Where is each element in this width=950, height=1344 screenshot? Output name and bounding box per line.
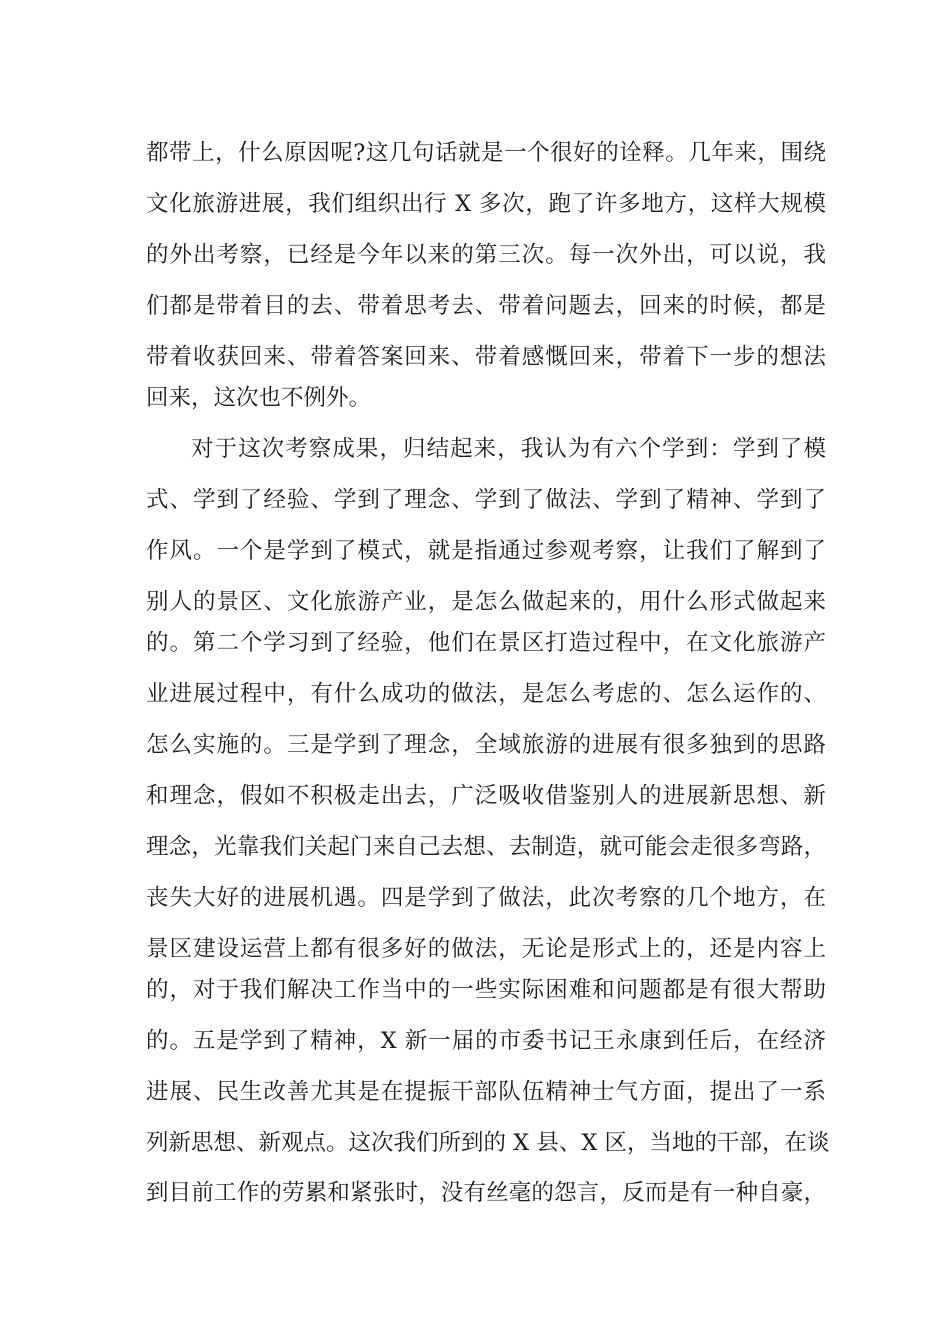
text-line: 理念，光靠我们关起门来自己去想、去制造，就可能会走很多弯路， xyxy=(146,834,826,860)
text-line: 的。五是学到了精神，X 新一届的市委书记王永康到任后，在经济 xyxy=(146,1028,826,1054)
text-line: 怎么实施的。三是学到了理念，全域旅游的进展有很多独到的思路 xyxy=(146,732,826,758)
text-line: 们都是带着目的去、带着思考去、带着问题去，回来的时候，都是 xyxy=(146,293,826,319)
text-line: 到目前工作的劳累和紧张时，没有丝毫的怨言，反而是有一种自豪， xyxy=(146,1180,826,1206)
text-line: 的，对于我们解决工作当中的一些实际困难和问题都是有很大帮助 xyxy=(146,977,826,1003)
text-line: 和理念，假如不积极走出去，广泛吸收借鉴别人的进展新思想、新 xyxy=(146,783,826,809)
text-line: 业进展过程中，有什么成功的做法，是怎么考虑的、怎么运作的、 xyxy=(146,681,826,707)
text-line: 景区建设运营上都有很多好的做法，无论是形式上的，还是内容上 xyxy=(146,936,826,962)
text-line: 文化旅游进展，我们组织出行 X 多次，跑了许多地方，这样大规模 xyxy=(146,191,826,217)
text-line: 丧失大好的进展机遇。四是学到了做法，此次考察的几个地方，在 xyxy=(146,885,826,911)
text-line: 别人的景区、文化旅游产业，是怎么做起来的，用什么形式做起来 xyxy=(146,589,826,615)
text-line: 的外出考察，已经是今年以来的第三次。每一次外出，可以说，我 xyxy=(146,242,826,268)
text-line: 式、学到了经验、学到了理念、学到了做法、学到了精神、学到了 xyxy=(146,487,826,513)
text-line: 列新思想、新观点。这次我们所到的 X 县、X 区，当地的干部，在谈 xyxy=(146,1130,830,1156)
text-line: 作风。一个是学到了模式，就是指通过参观考察，让我们了解到了 xyxy=(146,538,826,564)
text-line: 都带上，什么原因呢?这几句话就是一个很好的诠释。几年来，围绕 xyxy=(146,140,826,166)
text-line: 带着收获回来、带着答案回来、带着感慨回来，带着下一步的想法 xyxy=(146,344,826,370)
text-line: 的。第二个学习到了经验，他们在景区打造过程中，在文化旅游产 xyxy=(146,630,826,656)
text-line: 对于这次考察成果，归结起来，我认为有六个学到：学到了模 xyxy=(191,436,826,462)
text-line: 进展、民生改善尤其是在提振干部队伍精神士气方面，提出了一系 xyxy=(146,1079,826,1105)
text-line: 回来，这次也不例外。 xyxy=(146,385,372,411)
